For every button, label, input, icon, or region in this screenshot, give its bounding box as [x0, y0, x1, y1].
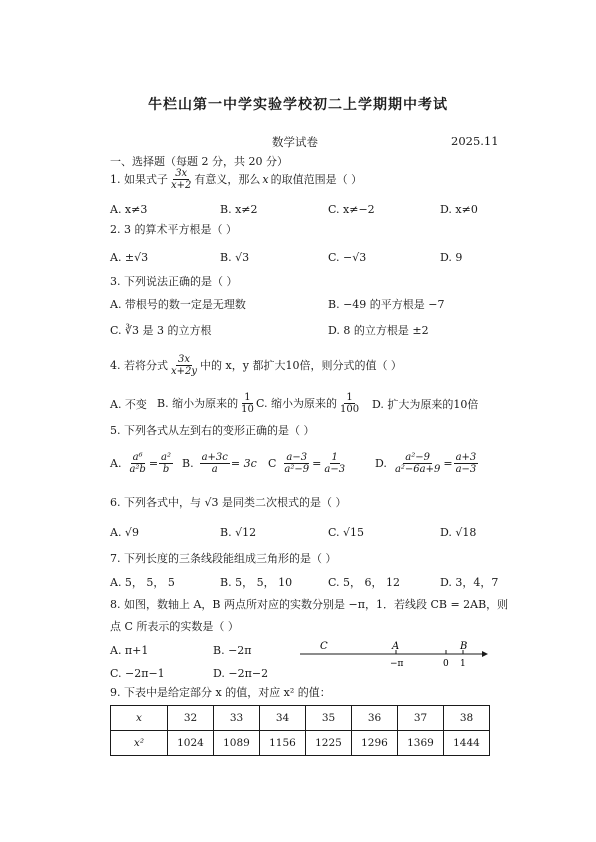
q3-option-d: D. 8 的立方根是 ±2: [328, 324, 429, 337]
q4-option-b-num: 1: [244, 392, 251, 403]
table-cell: 34: [260, 706, 306, 731]
q5-option-b: [182, 452, 257, 475]
table-cell: 38: [444, 706, 490, 731]
q4-option-b-text: B. 缩小为原来的: [157, 397, 239, 410]
label-c: C: [320, 641, 328, 652]
q5-option-c: [268, 452, 348, 475]
q3-option-b: B. −49 的平方根是 −7: [328, 298, 445, 311]
q1-option-b: B. x≠2: [220, 203, 258, 216]
q8-option-d: D. −2π−2: [213, 667, 269, 680]
question-9-stem: 9. 下表中是给定部分 x 的值，对应 x² 的值：: [110, 686, 331, 699]
q5-d-label: D.: [375, 457, 387, 470]
q5-a-label: A.: [110, 457, 122, 470]
q4-option-d: D. 扩大为原来的10倍: [372, 398, 479, 411]
table-cell: 33: [214, 706, 260, 731]
q4-option-c-num: 1: [346, 392, 353, 403]
table-cell: 1296: [352, 731, 398, 756]
q8-option-b: B. −2π: [213, 644, 252, 657]
q8-option-a: A. π+1: [110, 644, 149, 657]
q1-frac-den: x+2: [171, 180, 192, 191]
q4-pre: 4. 若将分式: [110, 359, 168, 372]
q5-a-d2: b: [162, 464, 170, 475]
q5-d-d2: a−3: [455, 464, 477, 475]
q5-d-eq: =: [443, 457, 453, 470]
q1-var: x: [262, 173, 269, 186]
q4-post: 中的 x，y 都扩大10倍，则分式的值（ ）: [200, 359, 402, 372]
q1-post2: 的取值范围是（ ）: [270, 173, 363, 186]
table-cell: 1156: [260, 731, 306, 756]
q6-option-c: C. √15: [328, 526, 365, 539]
q3-option-c: C. ∛3 是 3 的立方根: [110, 324, 212, 337]
q2-option-a: A. ±√3: [110, 251, 149, 264]
q1-option-c: C. x≠−2: [328, 203, 375, 216]
q2-option-c: C. −√3: [328, 251, 367, 264]
q5-a-frac2: [159, 452, 173, 475]
table-cell: 1369: [398, 731, 444, 756]
q5-c-frac1: [282, 452, 311, 475]
q4-option-c: [256, 392, 362, 415]
q7-option-b: B. 5， 5， 10: [220, 576, 293, 589]
q1-post: 有意义，那么: [194, 173, 261, 186]
q5-a-frac1: [127, 452, 147, 475]
q5-c-d1: a²−9: [284, 464, 310, 475]
q4-option-c-den: 100: [340, 404, 360, 415]
q5-d-n1: a²−9: [405, 452, 430, 463]
q6-option-d: D. √18: [440, 526, 477, 539]
q3-option-a: A. 带根号的数一定是无理数: [110, 298, 246, 311]
page-title: 牛栏山第一中学实验学校初二上学期期中考试: [148, 97, 448, 113]
q4-frac-num: 3x: [178, 354, 191, 365]
q1-fraction: [169, 168, 193, 191]
q5-b-frac1: [200, 452, 230, 475]
q5-b-n1: a+3c: [201, 452, 228, 463]
number-line-figure: [296, 638, 492, 672]
q5-c-label: C: [268, 457, 277, 470]
q5-d-frac1: [393, 452, 442, 475]
q5-a-d1: a²b: [129, 464, 146, 475]
q5-option-a: [110, 452, 174, 475]
paper-subtitle: 数学试卷: [272, 135, 318, 149]
q1-option-a: A. x≠3: [110, 203, 148, 216]
q2-option-b: B. √3: [220, 251, 250, 264]
question-3-stem: 3. 下列说法正确的是（ ）: [110, 275, 238, 288]
q5-c-frac2: [322, 452, 347, 475]
label-a: A: [392, 641, 400, 652]
label-zero: 0: [443, 659, 449, 669]
table-cell: 1024: [168, 731, 214, 756]
question-1-stem: [110, 168, 362, 191]
q4-option-b-den: 10: [241, 404, 254, 415]
exam-date: 2025.11: [451, 134, 499, 148]
q4-option-c-text: C. 缩小为原来的: [256, 397, 338, 410]
q4-frac-den: x+2y: [171, 366, 198, 377]
table-cell: 1225: [306, 731, 352, 756]
question-8-stem-line2: 点 C 所表示的实数是（ ）: [110, 620, 239, 633]
q4-option-b-fraction: [239, 392, 256, 415]
question-7-stem: 7. 下列长度的三条线段能组成三角形的是（ ）: [110, 552, 337, 565]
question-8-stem-line1: 8. 如图，数轴上 A，B 两点所对应的实数分别是 −π，1．若线段 CB = 2AB，则: [110, 598, 509, 611]
q7-option-c: C. 5， 6， 12: [328, 576, 401, 589]
squares-table: [110, 705, 490, 756]
q5-d-d1: a²−6a+9: [394, 464, 441, 475]
q4-option-b: [157, 392, 257, 415]
q5-a-n1: a⁶: [132, 452, 143, 463]
label-one: 1: [460, 659, 466, 669]
q5-d-n2: a+3: [455, 452, 477, 463]
q4-fraction: [169, 354, 199, 377]
q5-b-d1: a: [211, 464, 218, 475]
q4-option-a: A. 不变: [110, 398, 147, 411]
table-cell: 37: [398, 706, 444, 731]
q8-option-c: C. −2π−1: [110, 667, 165, 680]
q7-option-a: A. 5， 5， 5: [110, 576, 175, 589]
q4-option-c-fraction: [338, 392, 361, 415]
q1-option-d: D. x≠0: [440, 203, 478, 216]
label-b: B: [460, 641, 468, 652]
table-row: [111, 706, 490, 731]
question-4-stem: [110, 354, 402, 377]
table-cell: 35: [306, 706, 352, 731]
question-5-stem: 5. 下列各式从左到右的变形正确的是（ ）: [110, 424, 315, 437]
q1-pre: 1. 如果式子: [110, 173, 168, 186]
q5-c-d2: a−3: [324, 464, 346, 475]
q5-option-d: [375, 452, 479, 475]
q5-b-rhs: = 3c: [230, 457, 257, 470]
label-neg-pi: −π: [390, 659, 404, 669]
number-line-arrow: [482, 651, 488, 657]
table-cell: 1444: [444, 731, 490, 756]
table-row: [111, 731, 490, 756]
q5-a-n2: a²: [161, 452, 172, 463]
q5-c-n1: a−3: [286, 452, 308, 463]
table-row-head: x²: [111, 731, 168, 756]
table-cell: 32: [168, 706, 214, 731]
section-heading: 一、选择题（每题 2 分，共 20 分）: [110, 155, 288, 168]
question-6-stem: 6. 下列各式中，与 √3 是同类二次根式的是（ ）: [110, 496, 347, 509]
q5-b-label: B.: [182, 457, 194, 470]
q5-c-eq: =: [312, 457, 322, 470]
q5-d-frac2: [454, 452, 479, 475]
table-cell: 1089: [214, 731, 260, 756]
q5-a-eq: =: [148, 457, 159, 470]
q6-option-b: B. √12: [220, 526, 257, 539]
q7-option-d: D. 3，4，7: [440, 576, 499, 589]
q6-option-a: A. √9: [110, 526, 139, 539]
q1-frac-num: 3x: [175, 168, 188, 179]
table-row-head: x: [111, 706, 168, 731]
question-2-stem: 2. 3 的算术平方根是（ ）: [110, 223, 237, 236]
q2-option-d: D. 9: [440, 251, 463, 264]
q5-c-n2: 1: [331, 452, 338, 463]
table-cell: 36: [352, 706, 398, 731]
